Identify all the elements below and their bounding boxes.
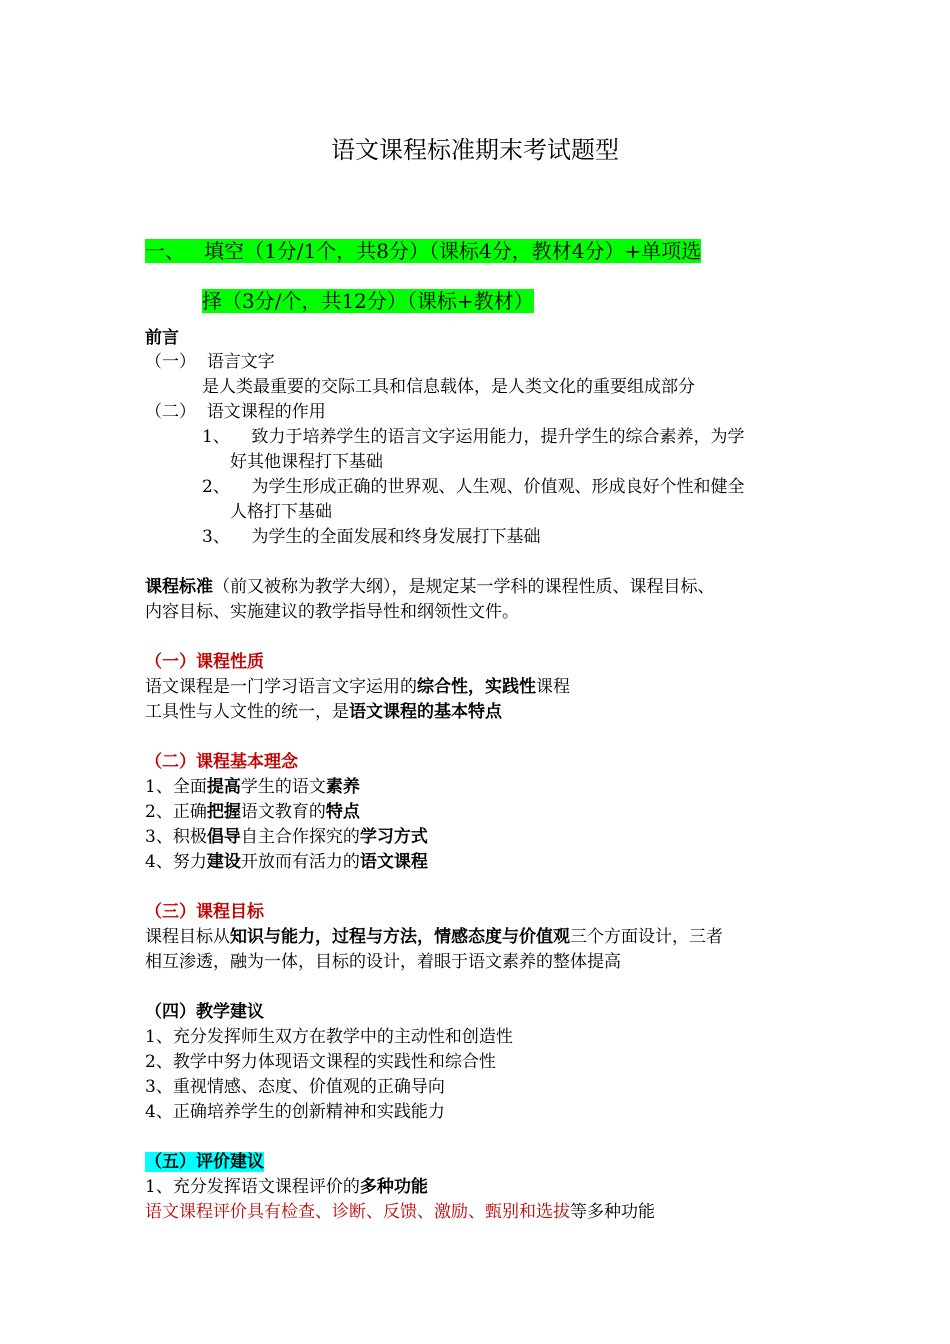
preface-item-1-text: 是人类最重要的交际工具和信息载体，是人类文化的重要组成部分 xyxy=(202,377,695,397)
goal-line2: 相互渗透，融为一体，目标的设计，着眼于语文素养的整体提高 xyxy=(145,952,621,972)
section-1-title: 填空（1分/1个，共8分）（课标4分，教材4分）+单项选 xyxy=(204,239,702,263)
preface-heading: 前言 xyxy=(145,328,179,348)
list-item-cont: 好其他课程打下基础 xyxy=(230,452,383,472)
teaching-heading: （四）教学建议 xyxy=(145,1002,264,1022)
evaluation-line1: 1、充分发挥语文课程评价的多种功能 xyxy=(145,1177,428,1197)
section-1-number: 一、 xyxy=(145,239,185,263)
list-item: 2、正确把握语文教育的特点 xyxy=(145,802,360,822)
list-item: 3、积极倡导自主合作探究的学习方式 xyxy=(145,827,428,847)
list-item: 2、 为学生形成正确的世界观、人生观、价值观、形成良好个性和健全 xyxy=(202,477,745,497)
list-item-cont: 人格打下基础 xyxy=(230,502,332,522)
evaluation-heading: （五）评价建议 xyxy=(145,1152,264,1172)
section-1-heading-line1 xyxy=(145,236,701,266)
standard-term: 课程标准 xyxy=(145,577,213,597)
nature-line2: 工具性与人文性的统一，是语文课程的基本特点 xyxy=(145,702,502,722)
list-item: 1、 致力于培养学生的语言文字运用能力，提升学生的综合素养，为学 xyxy=(202,427,745,447)
list-item: 1、全面提高学生的语文素养 xyxy=(145,777,360,797)
list-item: 4、正确培养学生的创新精神和实践能力 xyxy=(145,1102,445,1122)
goal-heading: （三）课程目标 xyxy=(145,902,264,922)
list-item: 4、努力建设开放而有活力的语文课程 xyxy=(145,852,428,872)
standard-definition-line2: 内容目标、实施建议的教学指导性和纲领性文件。 xyxy=(145,602,519,622)
section-1-heading-line2 xyxy=(202,286,534,316)
nature-heading: （一）课程性质 xyxy=(145,652,264,672)
section-1-title-cont: 择（3分/个，共12分）（课标+教材） xyxy=(202,289,534,313)
standard-definition-line1: 课程标准（前又被称为教学大纲），是规定某一学科的课程性质、课程目标、 xyxy=(145,577,715,597)
nature-line1: 语文课程是一门学习语言文字运用的综合性，实践性课程 xyxy=(145,677,570,697)
evaluation-line2: 语文课程评价具有检查、诊断、反馈、激励、甄别和选拔等多种功能 xyxy=(145,1202,655,1222)
list-item: 3、 为学生的全面发展和终身发展打下基础 xyxy=(202,527,541,547)
list-item: 3、重视情感、态度、价值观的正确导向 xyxy=(145,1077,445,1097)
preface-item-1: （一） 语言文字 xyxy=(145,352,275,372)
document-title: 语文课程标准期末考试题型 xyxy=(331,136,619,164)
list-item: 2、教学中努力体现语文课程的实践性和综合性 xyxy=(145,1052,496,1072)
preface-item-2: （二） 语文课程的作用 xyxy=(145,402,326,422)
list-item: 1、充分发挥师生双方在教学中的主动性和创造性 xyxy=(145,1027,513,1047)
goal-line1: 课程目标从知识与能力，过程与方法，情感态度与价值观三个方面设计，三者 xyxy=(145,927,723,947)
concept-heading: （二）课程基本理念 xyxy=(145,752,298,772)
